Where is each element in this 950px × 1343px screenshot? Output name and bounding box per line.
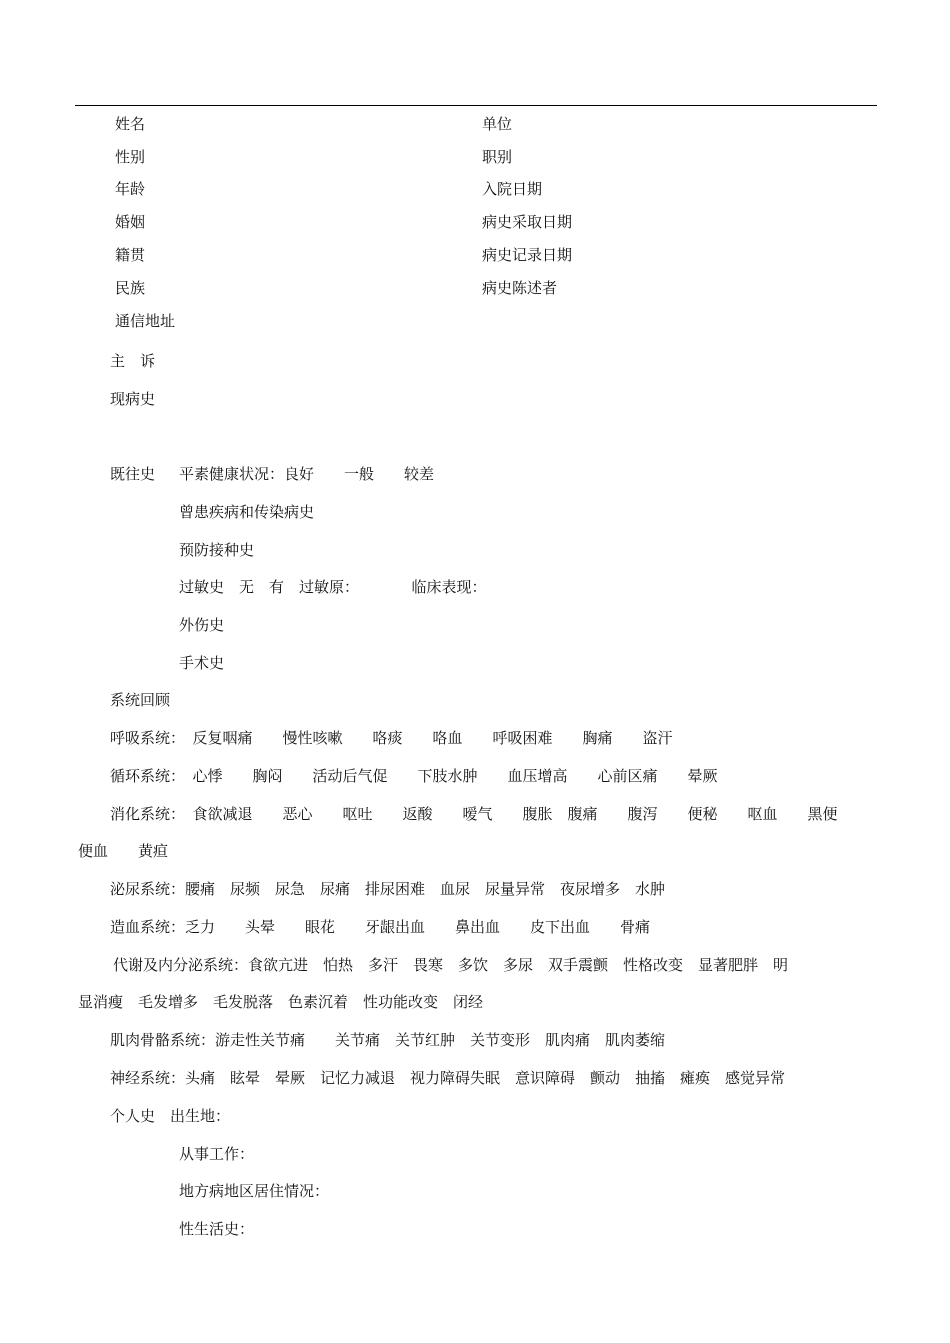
endocrine-line-continued: 显消瘦 毛发增多 毛发脱落 色素沉着 性功能改变 闭经 (78, 993, 484, 1011)
field-marriage: 婚姻 (115, 213, 146, 231)
musculoskeletal-line: 肌肉骨骼系统：游走性关节痛 关节痛 关节红肿 关节变形 肌肉痛 肌肉萎缩 (110, 1031, 666, 1049)
personal-history-heading: 个人史 出生地： (110, 1107, 231, 1125)
systems-review-heading: 系统回顾 (110, 691, 171, 709)
field-gender: 性别 (115, 148, 146, 166)
field-address: 通信地址 (115, 312, 176, 330)
endemic-area-line: 地方病地区居住情况： (179, 1182, 330, 1200)
field-title: 职别 (482, 148, 513, 166)
health-status-line: 平素健康状况：良好 一般 较差 (179, 465, 435, 483)
sexual-history-line: 性生活史： (179, 1220, 255, 1238)
field-age: 年龄 (115, 180, 146, 198)
header-rule (75, 105, 877, 106)
field-admit-date: 入院日期 (482, 180, 543, 198)
vaccination-line: 预防接种史 (179, 541, 255, 559)
nervous-line: 神经系统：头痛 眩晕 晕厥 记忆力减退 视力障碍失眠 意识障碍 颤动 抽搐 瘫痪 感觉异常 (110, 1069, 786, 1087)
respiratory-line: 呼吸系统： 反复咽痛 慢性咳嗽 咯痰 咯血 呼吸困难 胸痛 盗汗 (110, 729, 673, 747)
field-name: 姓名 (115, 115, 146, 133)
hematopoietic-line: 造血系统：乏力 头晕 眼花 牙龈出血 鼻出血 皮下出血 骨痛 (110, 918, 651, 936)
field-unit: 单位 (482, 115, 513, 133)
circulatory-line: 循环系统： 心悸 胸闷 活动后气促 下肢水肿 血压增高 心前区痛 晕厥 (110, 767, 718, 785)
endocrine-line: 代谢及内分泌系统：食欲亢进 怕热 多汗 畏寒 多饮 多尿 双手震颤 性格改变 显著肥胖 明 (113, 956, 789, 974)
digestive-line-continued: 便血 黄疸 (78, 842, 169, 860)
past-history-heading: 既往史 (110, 465, 156, 483)
surgery-line: 手术史 (179, 654, 225, 672)
occupation-line: 从事工作： (179, 1145, 255, 1163)
chief-complaint-heading: 主 诉 (110, 352, 156, 370)
urinary-line: 泌尿系统：腰痛 尿频 尿急 尿痛 排尿困难 血尿 尿量异常 夜尿增多 水肿 (110, 880, 666, 898)
field-native-place: 籍贯 (115, 246, 146, 264)
present-illness-heading: 现病史 (110, 390, 156, 408)
field-history-date: 病史采取日期 (482, 213, 573, 231)
allergy-line: 过敏史 无 有 过敏原： 临床表现： (179, 578, 487, 596)
field-ethnicity: 民族 (115, 279, 146, 297)
digestive-line: 消化系统： 食欲减退 恶心 呕吐 返酸 嗳气 腹胀 腹痛 腹泻 便秘 呕血 黑便 (110, 805, 838, 823)
field-narrator: 病史陈述者 (482, 279, 558, 297)
trauma-line: 外伤史 (179, 616, 225, 634)
disease-history-line: 曾患疾病和传染病史 (179, 503, 315, 521)
field-record-date: 病史记录日期 (482, 246, 573, 264)
